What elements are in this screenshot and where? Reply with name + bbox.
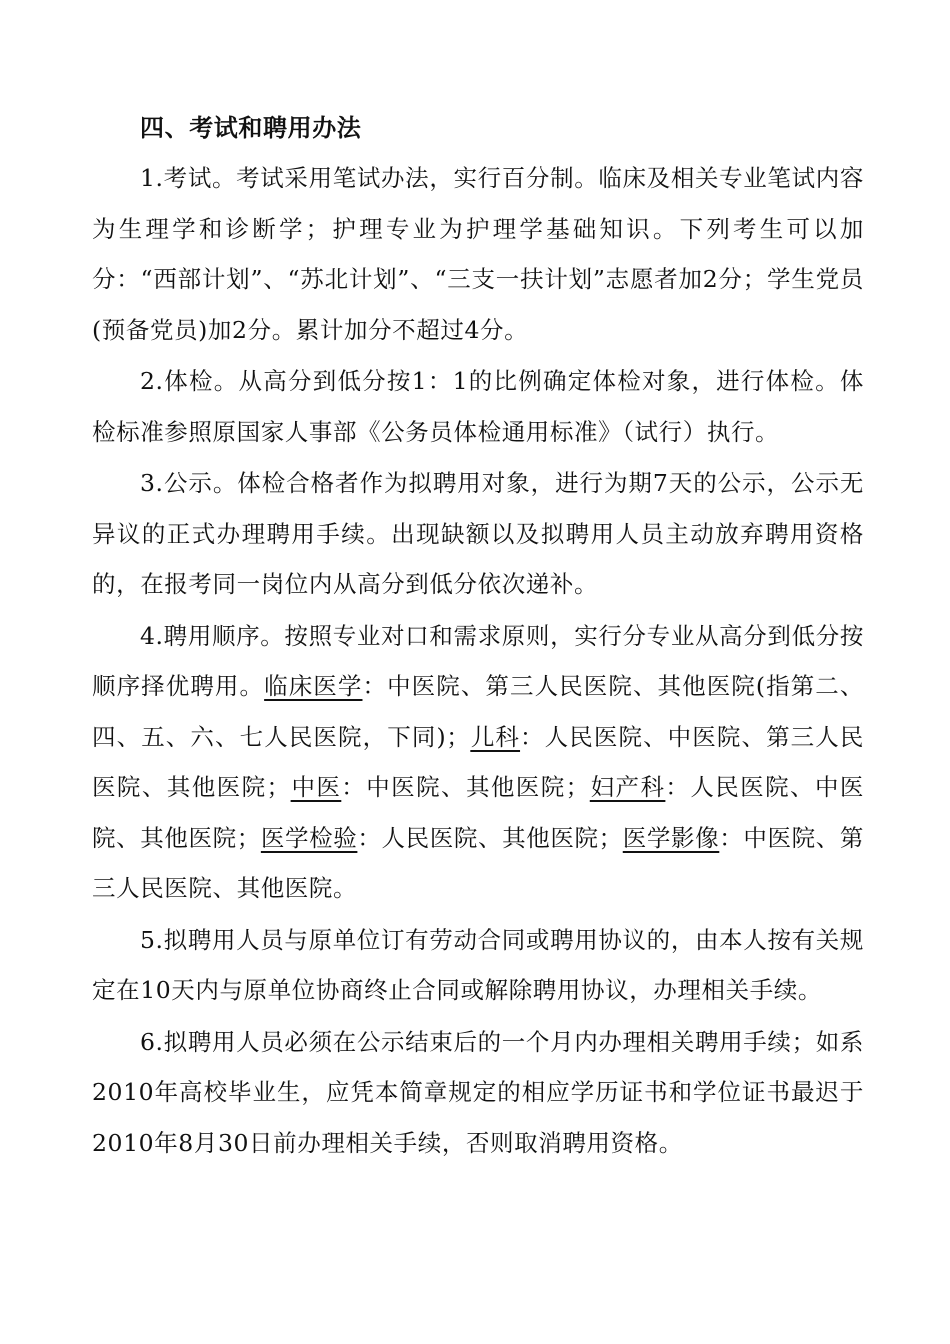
- specialty-hospitals-obstetrics: ：人民医院、中医院、其他医院；: [92, 773, 864, 852]
- specialty-label-obstetrics: 妇产科: [589, 773, 666, 801]
- paragraph-labor-contract: 5.拟聘用人员与原单位订有劳动合同或聘用协议的，由本人按有关规定在10天内与原单位协商终止合同或解除聘用协议，办理相关手续。: [92, 925, 864, 1004]
- document-page: [92, 104, 864, 1168]
- paragraph-publicity: 3.公示。体检合格者作为拟聘用对象，进行为期7天的公示，公示无异议的正式办理聘用手续。出现缺额以及拟聘用人员主动放弃聘用资格的，在报考同一岗位内从高分到低分依次递补。: [92, 469, 864, 598]
- specialty-hospitals-clinical: ：中医院、第三人民医院、其他医院(指第二、四、五、六、七人民医院，下同)；: [92, 672, 864, 751]
- specialty-label-lab: 医学检验: [260, 823, 358, 852]
- specialty-hospitals-pediatrics: ：人民医院、中医院、第三人民医院、其他医院；: [92, 722, 864, 801]
- specialty-label-imaging: 医学影像: [622, 823, 720, 852]
- specialty-hospitals-tcm: ：中医院、其他医院；: [341, 773, 590, 801]
- specialty-label-tcm: 中医: [290, 773, 342, 801]
- hiring-order-intro: 4.聘用顺序。按照专业对口和需求原则，实行分专业从高分到低分按顺序择优聘用。: [92, 621, 864, 700]
- paragraph-hiring-order: [92, 611, 864, 914]
- specialty-hospitals-imaging: ：中医院、第三人民医院、其他医院。: [92, 823, 865, 902]
- paragraph-procedures: 6.拟聘用人员必须在公示结束后的一个月内办理相关聘用手续；如系2010年高校毕业生，应凭本简章规定的相应学历证书和学位证书最迟于2010年8月30日前办理相关手续，否则取消聘用资格。: [92, 1027, 864, 1157]
- specialty-label-pediatrics: 儿科: [470, 722, 521, 751]
- paragraph-exam: 1.考试。考试采用笔试办法，实行百分制。临床及相关专业笔试内容为生理学和诊断学；护理专业为护理学基础知识。下列考生可以加分：“西部计划”、“苏北计划”、“三支一扶计划”志愿者加2分；学生党员(预备党员)加2分。累计加分不超过4分。: [92, 164, 864, 344]
- paragraph-physical-exam: 2.体检。从高分到低分按1：1的比例确定体检对象，进行体检。体检标准参照原国家人事部《公务员体检通用标准》（试行）执行。: [92, 367, 864, 446]
- specialty-label-clinical: 临床医学: [264, 672, 363, 700]
- specialty-hospitals-lab: ：人民医院、其他医院；: [357, 823, 623, 852]
- section-heading: 四、考试和聘用办法: [140, 114, 362, 142]
